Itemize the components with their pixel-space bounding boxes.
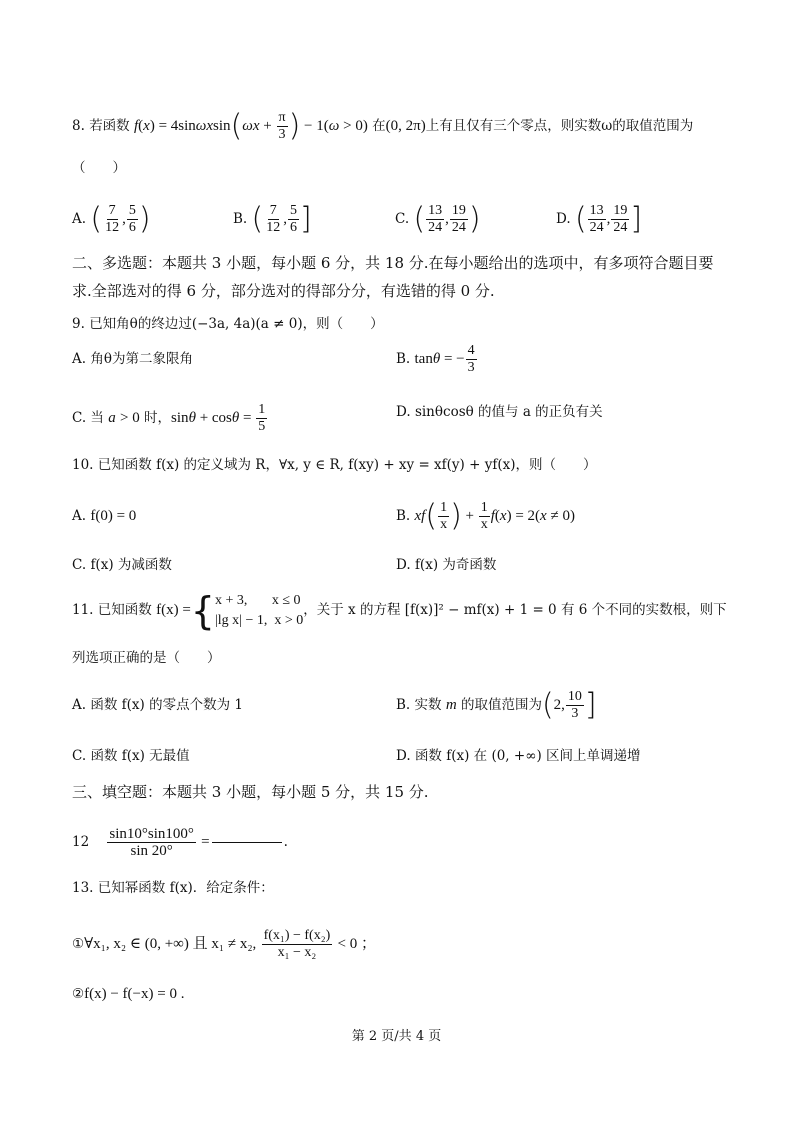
section3-heading: 三、填空题：本题共 3 小题，每小题 5 分，共 15 分. bbox=[72, 783, 429, 801]
q8-option-c: C. ( $\frac{13}{24}$ , $\frac{19}{24}$ ) bbox=[395, 201, 481, 237]
q13-condition-1: ①∀x₁, x₂ ∈ (0, +∞) 且 x₁ ≠ x₂, $\frac{\text{f(x₁) − f(x₂)}}{\text{x₁ − x₂}}$ < 0 ； bbox=[72, 928, 377, 960]
q11-stem: 11. 已知函数 f(x) ={ x + 3, x ≤ 0 |lg x| − 1, x > 0 ，关于 x 的方程 [f(x)]² − mf(x) + 1 = 0 有 6 个不同的实数根，则下 bbox=[72, 588, 727, 633]
q11-piecewise-cases: x + 3, x ≤ 0 |lg x| − 1, x > 0 bbox=[214, 592, 304, 628]
q11-option-c: C. 函数 f(x) 无最值 bbox=[72, 748, 190, 764]
q13-condition-2: ②f(x) − f(−x) = 0 . bbox=[72, 986, 185, 1002]
q10-option-a: A. f(0) = 0 bbox=[72, 508, 137, 524]
q11-option-a: A. 函数 f(x) 的零点个数为 1 bbox=[72, 697, 243, 713]
q13-stem: 13. 已知幂函数 f(x)．给定条件： bbox=[72, 880, 274, 896]
q9-option-c: C. 当 a > 0 时，sinθ + cosθ = $\frac{1}{5}$ bbox=[72, 402, 266, 434]
q9-stem: 9. 已知角θ的终边过(−3a, 4a)(a ≠ 0)，则（ ） bbox=[72, 316, 384, 332]
q8-option-d: D. ( $\frac{13}{24}$ , $\frac{19}{24}$ ] bbox=[556, 201, 643, 237]
q12-answer-blank[interactable] bbox=[212, 842, 282, 843]
page-footer: 第 2 页/共 4 页 bbox=[351, 1029, 442, 1044]
q8-function-expression: f bbox=[133, 118, 139, 134]
q9-option-a: A. 角θ为第二象限角 bbox=[72, 351, 193, 367]
q9-option-b: B. tanθ = − $\frac{4}{3}$ bbox=[396, 343, 475, 375]
section2-heading: 二、多选题：本题共 3 小题，每小题 6 分，共 18 分.在每小题给出的选项中，有多项符合题目要求.全部选对的得 6 分，部分选对的得部分分，有选错的得 0 分. bbox=[72, 254, 714, 300]
q12-stem: 12 $\frac{\sin 10^\circ\sin 100^\circ}{\sin 20^\circ}$ = . bbox=[72, 826, 288, 859]
q11-option-d: D. 函数 f(x) 在 (0, +∞) 区间上单调递增 bbox=[396, 748, 641, 764]
q8-answer-parens: （ ） bbox=[72, 160, 126, 176]
q11-option-b: B. 实数 m 的取值范围为(2, $\frac{10}{3}$ ] bbox=[396, 687, 597, 723]
q10-option-b: B. xf( $\frac{1}{x}$ ) + $\frac{1}{x}$ f(x) = 2(x ≠ 0) bbox=[396, 498, 575, 534]
q8-stem: 8. 若函数 f(x) = 4sinωxsin(ωx + $\frac{\pi}{3}$ ) − 1(ω > 0) 在(0, 2π)上有且仅有三个零点，则实数ω的取值范围为 bbox=[72, 108, 694, 144]
q10-option-c: C. f(x) 为减函数 bbox=[72, 557, 172, 573]
q9-option-d: D. sinθcosθ 的值与 a 的正负有关 bbox=[396, 404, 603, 420]
q10-stem: 10. 已知函数 f(x) 的定义域为 R，∀x, y ∈ R, f(xy) + xy = xf(y) + yf(x)，则（ ） bbox=[72, 457, 597, 473]
q8-option-b: B. ( $\frac{7}{12}$ , $\frac{5}{6}$ ] bbox=[233, 201, 312, 237]
q10-option-d: D. f(x) 为奇函数 bbox=[396, 557, 497, 573]
q8-option-a: A. ( $\frac{7}{12}$ , $\frac{5}{6}$ ) bbox=[72, 201, 151, 237]
q11-stem-line2: 列选项正确的是（ ） bbox=[72, 650, 221, 666]
